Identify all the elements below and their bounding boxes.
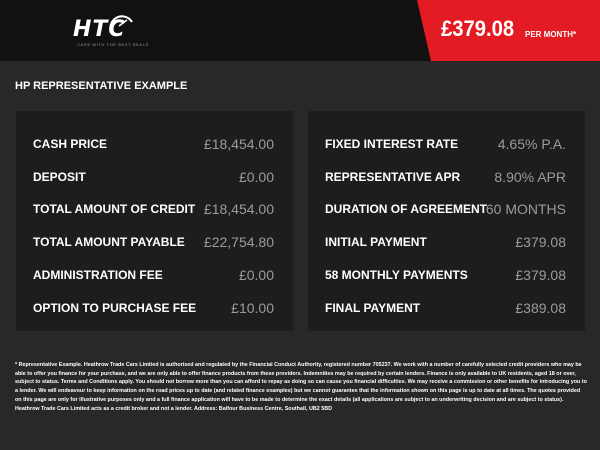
row-value: £18,454.00: [203, 201, 274, 217]
row-value: 60 MONTHS: [485, 201, 566, 217]
row-label: INITIAL PAYMENT: [325, 235, 427, 249]
row-label: TOTAL AMOUNT PAYABLE: [33, 235, 185, 249]
row-label: DEPOSIT: [33, 170, 86, 184]
finance-row-option-fee: [16, 298, 293, 318]
price-suffix: PER MONTH*: [525, 30, 577, 39]
finance-row-final-payment: [308, 298, 585, 318]
row-label: CASH PRICE: [33, 137, 108, 151]
row-value: £18,454.00: [203, 136, 274, 152]
row-value: 4.65% P.A.: [497, 136, 566, 152]
row-label: DURATION OF AGREEMENT: [325, 202, 487, 216]
row-value: £22,754.80: [203, 234, 274, 250]
row-label: FINAL PAYMENT: [325, 301, 421, 315]
row-value: £10.00: [231, 300, 274, 316]
finance-row-interest-rate: [308, 134, 585, 154]
logo-wordmark: HTC: [73, 17, 126, 42]
header-bar: [0, 0, 600, 61]
logo-tagline: CARS WITH THE BEST DEALS: [77, 42, 149, 47]
row-label: REPRESENTATIVE APR: [325, 170, 461, 184]
row-label: ADMINISTRATION FEE: [33, 268, 163, 282]
legal-footnote: * Representative Example. Heathrow Trade Cars Limited is authorised and regulated by the Financial Conduct Authority, registered number 705237. We work with a number of carefully selected credit providers who may be able to offer you finance for your purchase, and we are only able to offer finance products from these providers. Indemnities may be required by certain lenders. Finance is only available to UK residents, aged 18 or over, subject to status. Terms and Conditions apply. You should not borrow more than you can afford to repay as doing so can cause you financial difficulties. We may receive a commission or other benefits for introducing you to a lender. We will endeavour to keep information on the road prices up to date (and related finance examples) but we cannot guarantee that the information shown on this page is up to date at all times. The quotes provided on this page are only for illustrative purposes only and a full finance application will have to be made to determine the exact details (all applications are subject to an underwriting decision and are subject to status). Heathrow Trade Cars Limited acts as a credit broker and not a lender. Address: Balfour Business Centre, Southall, UB2 5BD: [15, 362, 587, 412]
row-value: £0.00: [238, 169, 274, 185]
row-value: £379.08: [515, 267, 566, 283]
finance-row-initial-payment: [308, 232, 585, 252]
finance-row-total-credit: [16, 199, 293, 219]
row-label: 58 MONTHLY PAYMENTS: [325, 268, 468, 282]
row-value: £389.08: [515, 300, 566, 316]
finance-row-duration: [308, 199, 585, 219]
monthly-price: £379.08: [441, 16, 515, 41]
finance-row-apr: [308, 167, 585, 187]
brand-logo[interactable]: [57, 14, 167, 48]
row-label: OPTION TO PURCHASE FEE: [33, 301, 197, 315]
finance-row-cash-price: [16, 134, 293, 154]
finance-row-admin-fee: [16, 265, 293, 285]
row-label: FIXED INTEREST RATE: [325, 137, 459, 151]
row-value: £379.08: [515, 234, 566, 250]
finance-row-total-payable: [16, 232, 293, 252]
finance-panel-right: [308, 111, 585, 331]
section-title: HP REPRESENTATIVE EXAMPLE: [15, 80, 188, 92]
finance-panel-left: [16, 111, 293, 331]
finance-row-deposit: [16, 167, 293, 187]
row-label: TOTAL AMOUNT OF CREDIT: [33, 202, 196, 216]
monthly-price-badge: [431, 0, 600, 61]
row-value: 8.90% APR: [494, 169, 566, 185]
row-value: £0.00: [238, 267, 274, 283]
finance-row-monthly-payments: [308, 265, 585, 285]
